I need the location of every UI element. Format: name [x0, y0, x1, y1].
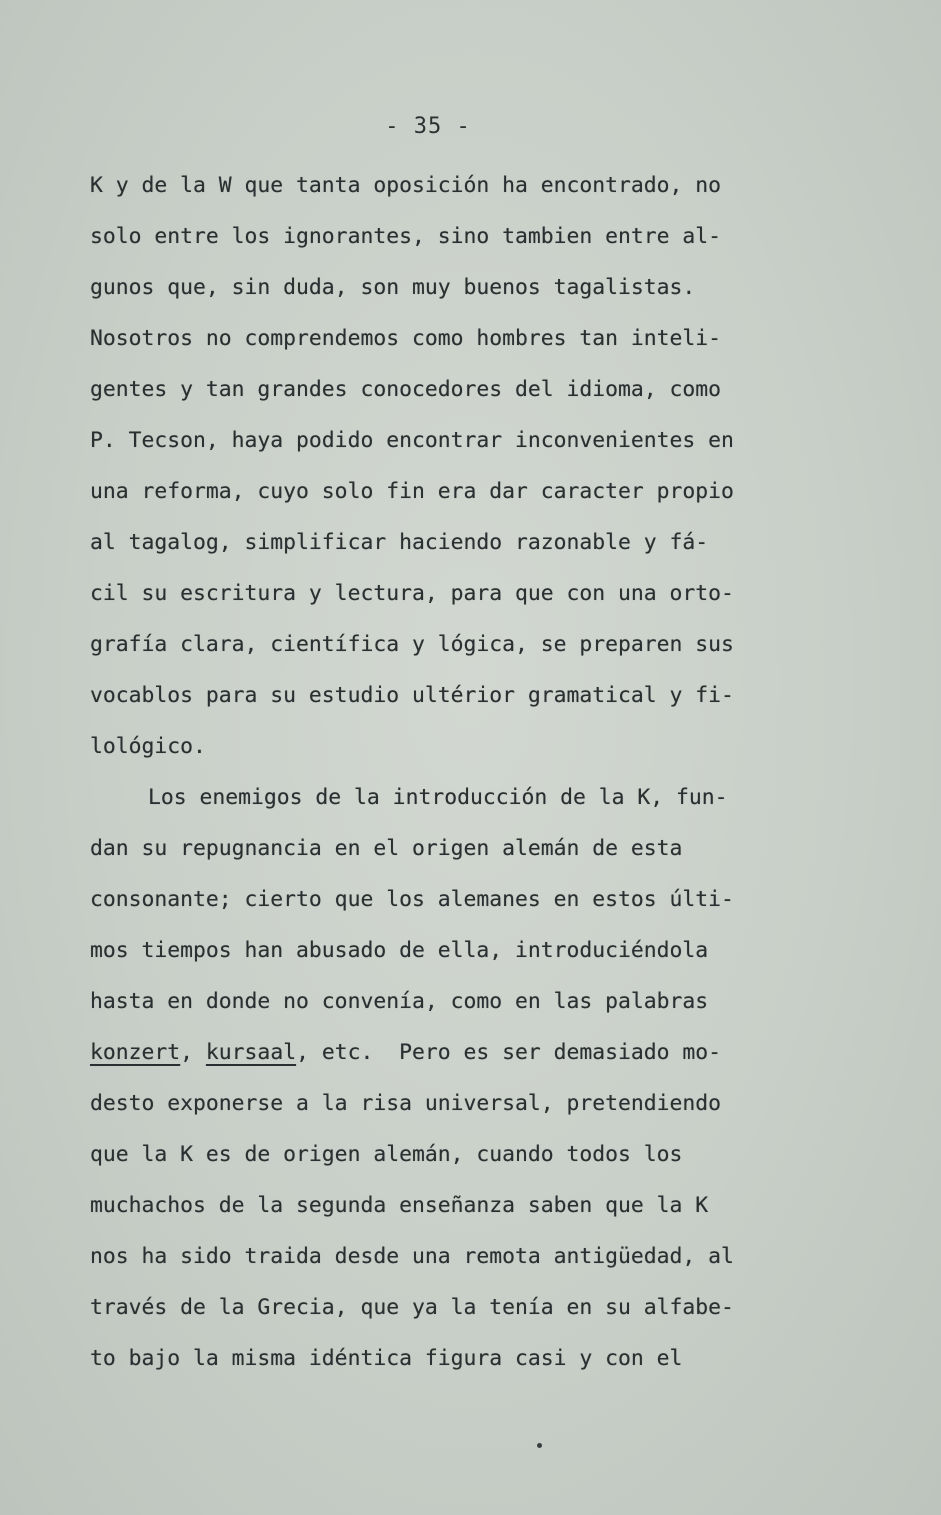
text-line: K y de la W que tanta oposición ha encontrado, no	[90, 173, 722, 198]
text-line: lológico.	[90, 734, 206, 759]
text-line: P. Tecson, haya podido encontrar inconvenientes en	[90, 428, 734, 453]
page-number: - 35 -	[385, 114, 471, 139]
text-line: vocablos para su estudio ultérior gramatical y fi-	[90, 683, 734, 708]
text-line: nos ha sido traida desde una remota antigüedad, al	[90, 1244, 734, 1269]
text-line: desto exponerse a la risa universal, pretendiendo	[90, 1091, 722, 1116]
body-text	[90, 160, 880, 1384]
text-line: gunos que, sin duda, son muy buenos tagalistas.	[90, 275, 696, 300]
text-line: cil su escritura y lectura, para que con una orto-	[90, 581, 734, 606]
text-line: una reforma, cuyo solo fin era dar caracter propio	[90, 479, 734, 504]
ink-dot	[537, 1443, 542, 1448]
text-line: solo entre los ignorantes, sino tambien entre al-	[90, 224, 722, 249]
text-line: dan su repugnancia en el origen alemán de esta	[90, 836, 683, 861]
paragraph-start-line: Los enemigos de la introducción de la K, fun-	[148, 785, 728, 810]
line-rest: , etc. Pero es ser demasiado mo-	[296, 1040, 722, 1065]
text-line: que la K es de origen alemán, cuando todos los	[90, 1142, 683, 1167]
text-line: gentes y tan grandes conocedores del idioma, como	[90, 377, 722, 402]
text-line: consonante; cierto que los alemanes en estos últi-	[90, 887, 734, 912]
text-line: to bajo la misma idéntica figura casi y con el	[90, 1346, 683, 1371]
text-line: muchachos de la segunda enseñanza saben que la K	[90, 1193, 709, 1218]
text-line: Nosotros no comprendemos como hombres tan inteli-	[90, 326, 722, 351]
text-line: mos tiempos han abusado de ella, introduciéndola	[90, 938, 709, 963]
text-line: grafía clara, científica y lógica, se preparen sus	[90, 632, 734, 657]
text-line: través de la Grecia, que ya la tenía en su alfabe-	[90, 1295, 734, 1320]
underlined-word-konzert: konzert	[90, 1040, 181, 1065]
text-line-with-underlined-words	[90, 1027, 880, 1078]
underlined-word-kursaal: kursaal	[205, 1040, 297, 1065]
text-line: al tagalog, simplificar haciendo razonable y fá-	[90, 530, 709, 555]
text-line: hasta en donde no convenía, como en las palabras	[90, 989, 709, 1014]
separator: ,	[180, 1040, 206, 1065]
